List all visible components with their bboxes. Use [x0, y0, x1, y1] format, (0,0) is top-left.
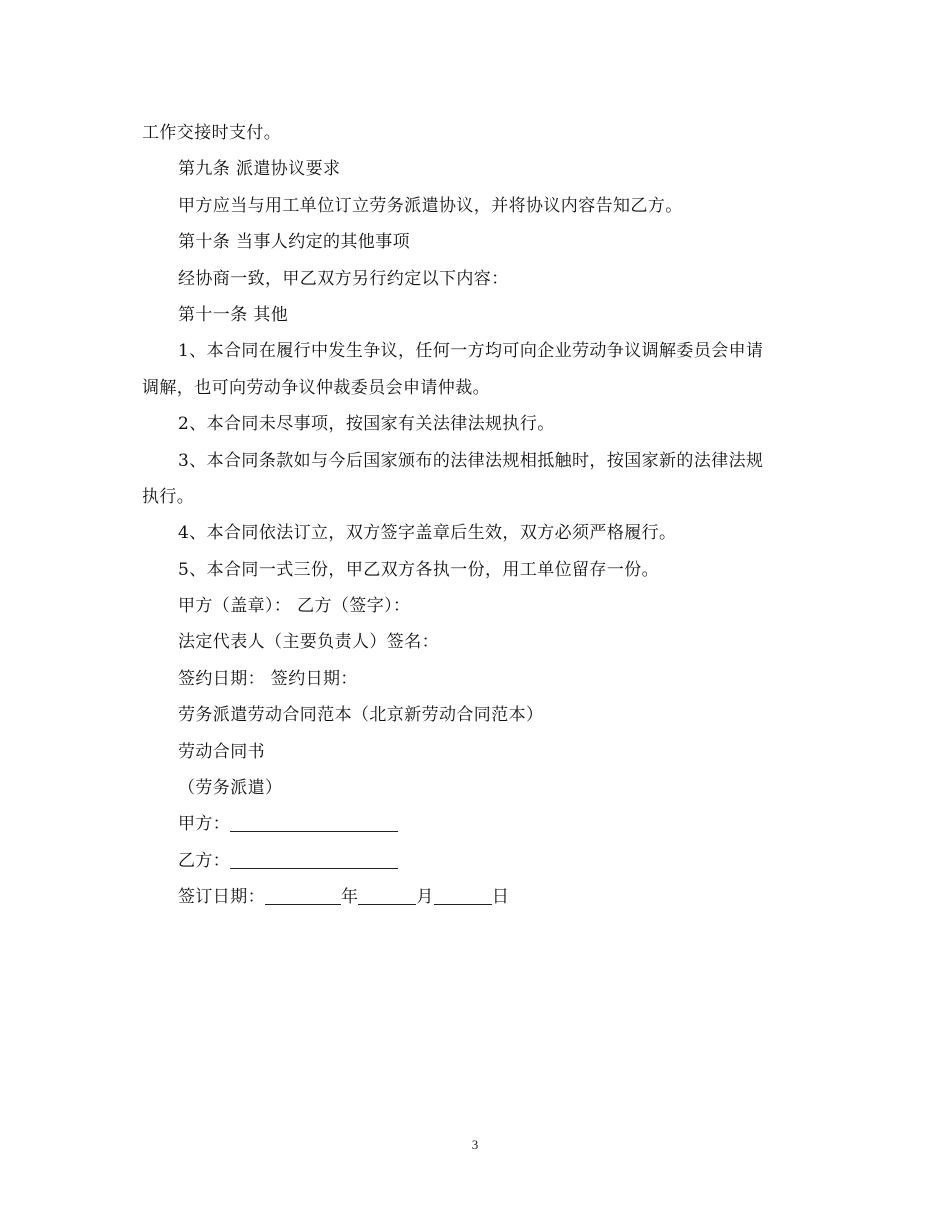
day-label: 日 — [491, 887, 510, 908]
contract-title: 劳动合同书 — [178, 741, 265, 762]
template-title: 劳务派遣劳动合同范本（北京新劳动合同范本） — [178, 705, 544, 726]
party-b-label: 乙方： — [178, 850, 231, 871]
party-a-blank — [230, 830, 398, 832]
article-ten-heading: 第十条 当事人约定的其他事项 — [178, 232, 411, 253]
year-label: 年 — [341, 887, 359, 908]
page-number: 3 — [471, 1137, 479, 1152]
clause-1-line-1: 1、本合同在履行中发生争议，任何一方均可向企业劳动争议调解委员会申请 — [178, 341, 764, 362]
signing-date-line: 签约日期： 签约日期： — [178, 668, 358, 689]
paragraph-line: 经协商一致，甲乙双方另行约定以下内容： — [178, 268, 509, 289]
article-eleven-heading: 第十一条 其他 — [178, 304, 289, 325]
signature-party-line: 甲方（盖章）： 乙方（签字）： — [178, 596, 411, 617]
clause-3-line-1: 3、本合同条款如与今后国家颁布的法律法规相抵触时，按国家新的法律法规 — [178, 450, 764, 471]
clause-5: 5、本合同一式三份，甲乙双方各执一份，用工单位留存一份。 — [178, 559, 660, 580]
article-nine-heading: 第九条 派遣协议要求 — [178, 159, 341, 180]
clause-1-line-2: 调解，也可向劳动争议仲裁委员会申请仲裁。 — [142, 377, 490, 398]
party-a-label: 甲方： — [178, 814, 231, 835]
month-label: 月 — [416, 887, 434, 908]
paragraph-line: 甲方应当与用工单位订立劳务派遣协议，并将协议内容告知乙方。 — [178, 195, 683, 216]
year-blank — [265, 903, 341, 905]
contract-subtitle: （劳务派遣） — [178, 778, 283, 799]
sign-date-label: 签订日期： — [178, 887, 265, 908]
clause-3-line-2: 执行。 — [142, 486, 195, 507]
day-blank — [434, 903, 492, 905]
legal-representative-line: 法定代表人（主要负责人）签名： — [178, 632, 439, 653]
party-a-field — [142, 806, 807, 842]
paragraph-line: 工作交接时支付。 — [142, 123, 282, 143]
document-body — [142, 115, 807, 916]
clause-2: 2、本合同未尽事项，按国家有关法律法规执行。 — [178, 414, 555, 435]
sign-date-field — [142, 879, 807, 915]
party-b-field — [142, 843, 807, 879]
clause-4: 4、本合同依法订立，双方签字盖章后生效，双方必须严格履行。 — [178, 523, 677, 544]
month-blank — [358, 903, 416, 905]
party-b-blank — [230, 867, 398, 869]
